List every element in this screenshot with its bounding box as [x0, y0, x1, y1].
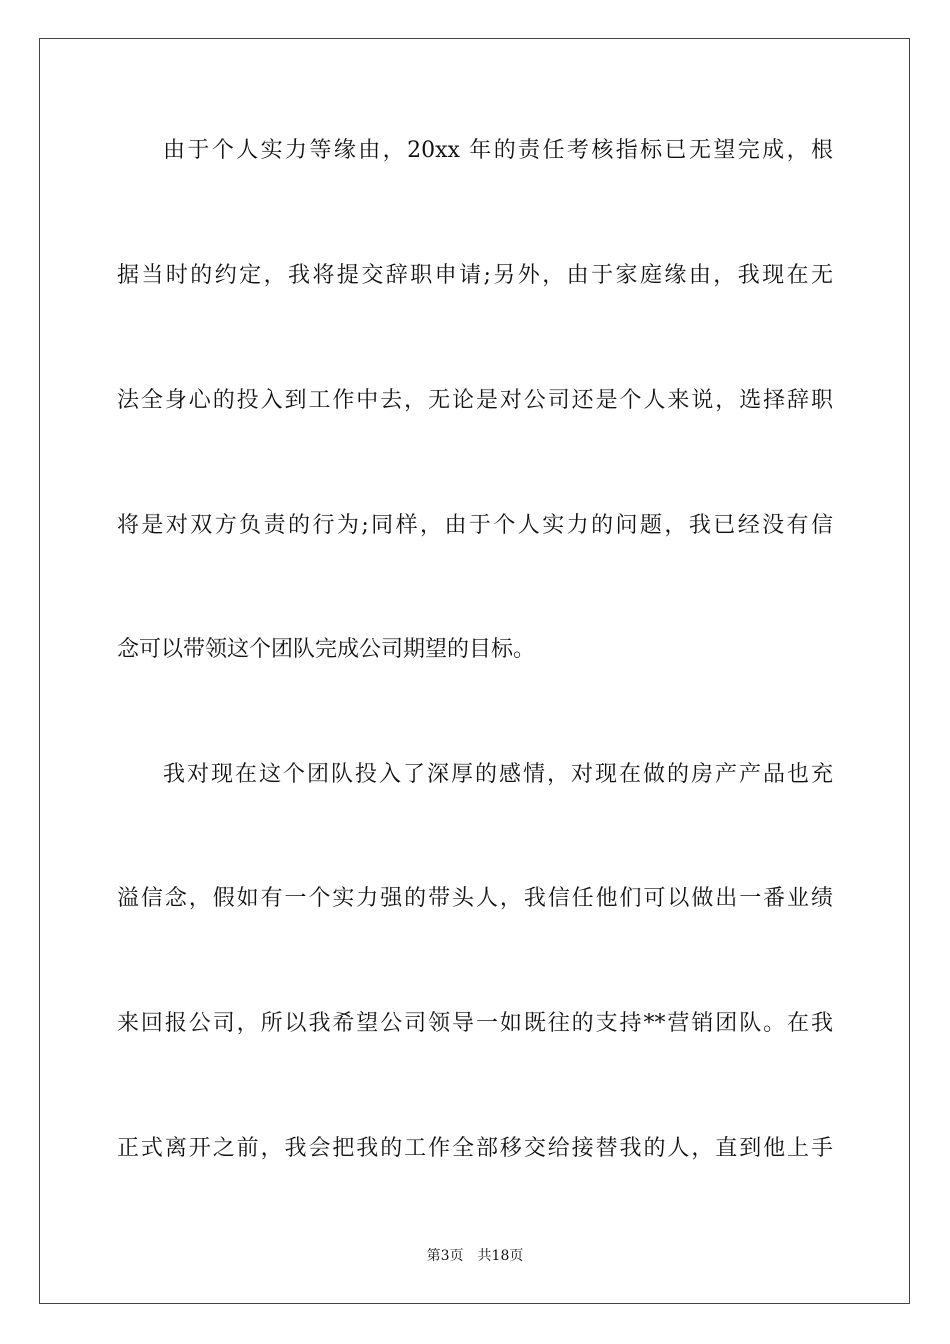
page-number: 第3页	[426, 1248, 464, 1264]
paragraph-1-line-2: 据当时的约定，我将提交辞职申请;另外，由于家庭缘由，我现在无	[117, 263, 833, 288]
paragraph-1-line-3: 法全身心的投入到工作中去，无论是对公司还是个人来说，选择辞职	[117, 388, 833, 413]
page-footer	[0, 1246, 950, 1266]
paragraph-1-line-1: 由于个人实力等缘由，20xx 年的责任考核指标已无望完成，根	[163, 138, 833, 163]
paragraph-2-line-3: 来回报公司，所以我希望公司领导一如既往的支持**营销团队。在我	[117, 1011, 833, 1036]
paragraph-2-line-4: 正式离开之前，我会把我的工作全部移交给接替我的人，直到他上手	[117, 1136, 833, 1161]
paragraph-1-line-4: 将是对双方负责的行为;同样，由于个人实力的问题，我已经没有信	[117, 513, 833, 538]
total-pages: 共18页	[477, 1248, 524, 1264]
paragraph-2-line-1: 我对现在这个团队投入了深厚的感情，对现在做的房产产品也充	[163, 762, 833, 787]
page-border	[39, 38, 910, 1304]
paragraph-2-line-2: 溢信念，假如有一个实力强的带头人，我信任他们可以做出一番业绩	[117, 886, 833, 911]
paragraph-1-line-5: 念可以带领这个团队完成公司期望的目标。	[117, 637, 536, 662]
